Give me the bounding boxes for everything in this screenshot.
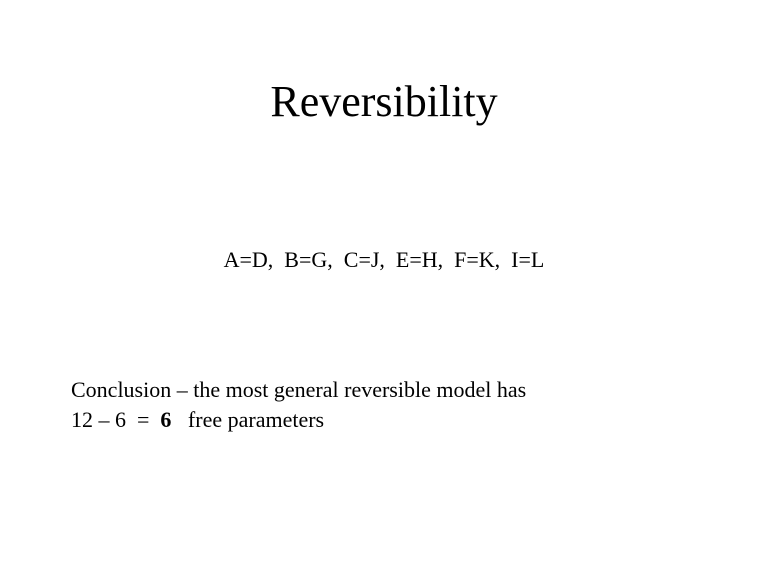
free-parameters-label: free parameters (171, 407, 325, 432)
parameter-equalities: A=D, B=G, C=J, E=H, F=K, I=L (223, 247, 545, 272)
conclusion-line-1: Conclusion – the most general reversible model has (71, 377, 527, 402)
free-parameter-count: 6 (160, 407, 172, 432)
parameter-calculation: 12 – 6 = (71, 407, 161, 432)
conclusion-block (71, 375, 721, 435)
conclusion-line-2 (71, 405, 721, 435)
slide-title: Reversibility (270, 77, 498, 126)
